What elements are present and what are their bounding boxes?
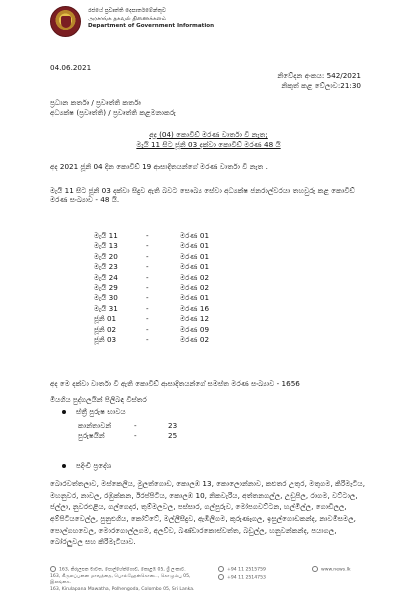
male-dash: - (134, 431, 137, 441)
death-count: මරණ 01 (180, 262, 210, 272)
death-dash: - (146, 262, 149, 272)
death-count: මරණ 16 (180, 303, 210, 313)
death-count: මරණ 01 (180, 251, 210, 261)
phone-icon (218, 566, 224, 572)
death-count: මරණ 02 (180, 334, 210, 344)
globe-icon (312, 566, 318, 572)
death-row (94, 273, 209, 283)
location-pin-icon (50, 566, 56, 572)
department-name-sinhala: රජයේ ප්‍රවෘත්ති දෙපාර්තමේන්තුව (88, 8, 167, 14)
address-english: 163, Kirulapana Mawatha, Polhengoda, Colombo 05, Sri Lanka. (50, 586, 195, 592)
total-deaths-line: අද මෙ දක්වා වාර්තා වී ඇති කොවිඩ් ආසාදිතයන්ගේ සමස්ත මරණ සංඛ්‍යාව - 1656 (50, 379, 300, 388)
death-dash: - (146, 272, 149, 282)
death-row (94, 314, 209, 324)
death-count: මරණ 02 (180, 272, 210, 282)
male-label: පුරුෂයින් (78, 431, 105, 441)
fax-icon (218, 574, 224, 580)
death-count: මරණ 01 (180, 231, 210, 240)
letterhead (50, 6, 214, 37)
death-date: මැයි 31 (94, 303, 118, 313)
phone-1: +94 11 2515759 (227, 567, 266, 573)
death-row (94, 231, 209, 241)
gender-heading: ස්ත්‍රී පුරුෂ භාවය (76, 407, 126, 416)
death-count: මරණ 01 (180, 293, 210, 303)
death-date: ජූනි 02 (94, 324, 117, 334)
issue-time: නිකුත් කළ වේලාව:21:30 (281, 81, 361, 90)
gender-counts (78, 421, 177, 442)
death-dash: - (146, 303, 149, 313)
death-dash: - (146, 314, 149, 324)
deaths-by-date-list (94, 231, 209, 345)
release-title-line-2: මැයි 11 සිට ජූනි 03 දක්වා කොවිඩ් මරණ 48 යි (136, 140, 281, 149)
death-date: මැයි 23 (94, 262, 118, 272)
female-dash: - (134, 421, 137, 430)
notice-number: නිවේදන අංකය: 542/2021 (277, 71, 361, 80)
address-tamil: 163, கிருலப்பனை மாவத்தை, பொல்ஹேன்கொடை, கொழும்பு 05, இலங்கை. (50, 573, 191, 586)
website-link[interactable]: www.news.lk (321, 567, 351, 573)
death-dash: - (146, 241, 149, 251)
recipient-line-1: ප්‍රධාන කර්තෘ / ප්‍රවෘත්ති කර්තෘ (50, 98, 141, 107)
phone-2: +94 11 2514753 (227, 575, 266, 581)
death-row (94, 262, 209, 272)
death-date: මැයි 29 (94, 282, 118, 292)
death-count: මරණ 12 (180, 314, 210, 324)
death-row (94, 304, 209, 314)
death-date: මැයි 30 (94, 293, 118, 303)
death-date: මැයි 11 (94, 231, 118, 240)
female-row (78, 421, 177, 431)
deceased-details-heading: මියගිය පුද්ගලයින් පිලිබඳ විස්තර (50, 395, 147, 404)
footer-website (312, 566, 351, 574)
death-dash: - (146, 293, 149, 303)
gender-section (62, 407, 126, 416)
male-count: 25 (168, 431, 178, 441)
death-count: මරණ 02 (180, 282, 210, 292)
death-row (94, 241, 209, 251)
death-date: මැයි 24 (94, 272, 118, 282)
female-count: 23 (168, 421, 178, 430)
male-row (78, 431, 177, 441)
department-name (88, 8, 214, 31)
death-count: මරණ 01 (180, 241, 210, 251)
address-sinhala: 163, කිරුලපන මාවත, පොල්හේන්ගොඩ, කොළඹ 05, ශ්‍රී ලංකාව. (59, 567, 186, 573)
death-row (94, 252, 209, 262)
residence-areas-paragraph: බොරවත්තලාව, මස්කෙලිය, මුලත්ගොඩ, කොලඹ 13, කොලොන්නාව, කළුතර උතුර, මතුගම, කිරිමැටිය, මහනුවර, නාවල, රඹුක්කන, ඊරප්පිටිය, කොලඹ 10, නිකවැරිය, අත්තනගල්ල, උඩුපිල, රාගම, වට්ටාල, ජල්ලා, නුවරඑළිය, ගල්ගෙදර, තුම්මලවල, පස්සාර, ගල්පුරුව, මෝපගවට්ටන, හල්මිල්ල, ගොඩිලල, අම්පිටියවෙල්ල, පුනුළුගිය, කෝට්ටේ, මල්ලීසීදුව, ඇඹිලිගම, කුරුණෑගල, ඉසුල්ගොඩකන්ද, නාවමිසමල, පොල්ගහවෙල, මොරගොල්ලගම, අලව්ව, බණ්ඩාරකොස්වත්ත, බඩුල්ල, හනුවන්කන්ද, පයාගල, බෝරලුවල සහ කිරිමැටියාව. (50, 479, 366, 547)
release-title-line-1: අද (04) කොවිඩ් මරණ වාර්තා වී නැත; (149, 130, 268, 139)
bullet-icon (62, 464, 66, 468)
residence-section (62, 461, 111, 470)
bullet-icon (62, 410, 66, 414)
recipient-line-2: අධ්‍යක්ෂ (ප්‍රවෘත්ති) / ප්‍රවෘත්ති කළමනාකරු (50, 108, 176, 117)
residence-heading: පදිංචි ප්‍රදේශ (76, 461, 112, 470)
paragraph-confirmed-deaths: මැයි 11 සිට ජූනි 03 දක්වා සිදුව ඇති බවට සෞඛ්‍ය සේවා අධ්‍යක්ෂ ජනරාල්වරයා තහවුරු කළ කොවිඩ් මරණ සංඛ්‍යාව - 48 යි. (50, 186, 355, 204)
death-dash: - (146, 282, 149, 292)
letterhead-footer (50, 566, 370, 592)
death-date: ජූනි 03 (94, 334, 117, 344)
death-date: ජූනි 01 (94, 314, 117, 324)
death-count: මරණ 09 (180, 324, 210, 334)
female-label: කාන්තාවන් (78, 421, 112, 430)
paragraph-no-deaths-today: අද 2021 ජූනි 04 දින කොවිඩ් 19 ආසාදිතයන්ගේ මරණ වාර්තා වී නැත . (50, 162, 268, 171)
death-date: මැයි 20 (94, 251, 118, 261)
release-date: 04.06.2021 (50, 63, 92, 72)
department-name-tamil: அரசாங்க தகவல் திணைக்களம் (88, 15, 167, 22)
death-row (94, 335, 209, 345)
death-dash: - (146, 334, 149, 344)
death-row (94, 283, 209, 293)
death-row (94, 293, 209, 303)
department-name-english: Department of Government Information (88, 23, 215, 30)
death-row (94, 325, 209, 335)
death-dash: - (146, 251, 149, 261)
death-dash: - (146, 231, 149, 240)
death-date: මැයි 13 (94, 241, 118, 251)
government-emblem-icon (50, 6, 81, 37)
footer-phones (218, 566, 266, 582)
death-dash: - (146, 324, 149, 334)
